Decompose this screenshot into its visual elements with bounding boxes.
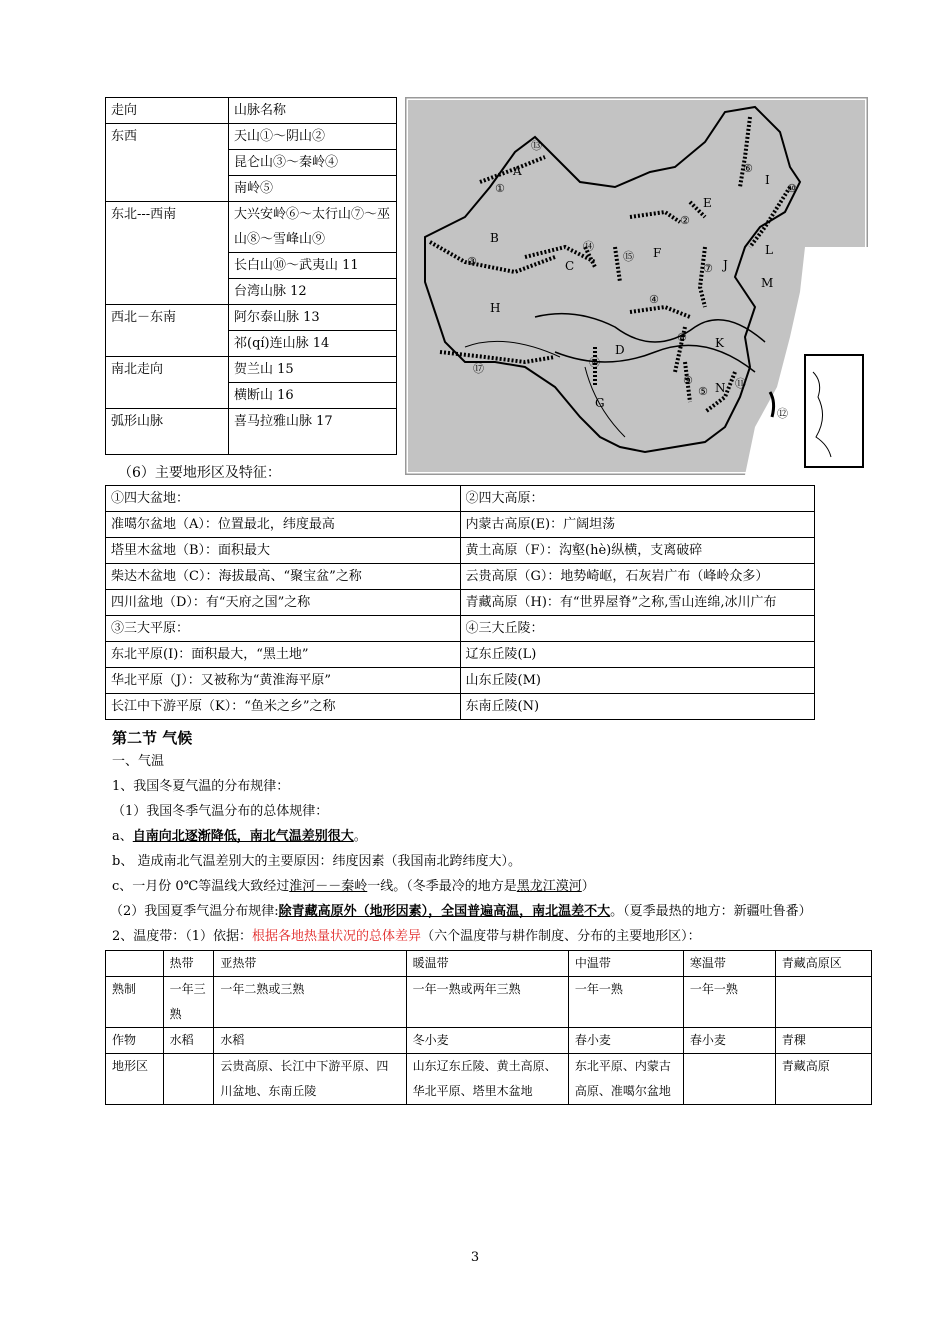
temp-cell: 春小麦 — [683, 1028, 775, 1054]
temp-header-cell: 中温带 — [568, 951, 683, 977]
map-number-8: ⑧ — [677, 331, 687, 344]
mountain-cell: 长白山⑩～武夷山 11 — [229, 253, 397, 279]
temp-cell: 一年一熟或两年三熟 — [406, 977, 568, 1028]
landform-row — [106, 512, 815, 538]
text-part: （2）我国夏季气温分布规律: — [110, 904, 279, 919]
landform-cell: 四川盆地（D）：有“天府之国”之称 — [106, 590, 461, 616]
temp-row — [106, 1028, 872, 1054]
mountain-cell: 祁(qí)连山脉 14 — [229, 331, 397, 357]
temperature-belt-line — [112, 927, 701, 947]
temp-cell: 一年一熟 — [683, 977, 775, 1028]
map-label-M: M — [761, 276, 774, 290]
landform-row — [106, 694, 815, 720]
landform-cell: 东北平原(I)：面积最大，“黑土地” — [106, 642, 461, 668]
landform-cell: 辽东丘陵(L) — [460, 642, 815, 668]
temp-cell — [775, 977, 871, 1028]
landform-row — [106, 538, 815, 564]
landform-row — [106, 486, 815, 512]
landform-cell: 柴达木盆地（C）：海拔最高、“聚宝盆”之称 — [106, 564, 461, 590]
temp-cell: 水稻 — [214, 1028, 406, 1054]
temp-cell: 青稞 — [775, 1028, 871, 1054]
landform-cell: ③三大平原： — [106, 616, 461, 642]
temp-header-cell: 热带 — [163, 951, 214, 977]
mountain-cell: 南岭⑤ — [229, 176, 397, 202]
landform-cell: 山东丘陵(M) — [460, 668, 815, 694]
mountain-cell: 横断山 16 — [229, 383, 397, 409]
landform-cell: ①四大盆地： — [106, 486, 461, 512]
china-mountain-map — [405, 97, 868, 475]
map-number-12: ⑫ — [777, 407, 788, 420]
map-label-J: J — [723, 258, 728, 272]
map-number-10: ⑩ — [787, 182, 797, 195]
map-label-E: E — [703, 196, 712, 210]
landform-cell: 华北平原（J）：又被称为“黄淮海平原” — [106, 668, 461, 694]
direction-cell: 东北---西南 — [106, 202, 229, 305]
text-line: 一、气温 — [112, 754, 165, 769]
map-number-6: ⑥ — [743, 162, 753, 175]
temp-cell: 一年二熟或三熟 — [214, 977, 406, 1028]
text-part: 一线。（冬季最冷的地方是 — [367, 879, 517, 894]
temperature-belt-table — [105, 950, 872, 1105]
map-label-I: I — [765, 173, 770, 187]
text-underlined: 淮河－－秦岭 — [289, 879, 368, 894]
section-6-title: （6）主要地形区及特征： — [118, 465, 281, 481]
temp-header-cell — [106, 951, 164, 977]
map-label-G: G — [595, 396, 605, 410]
mountain-range-table — [105, 97, 397, 455]
map-number-11: ⑪ — [735, 377, 746, 390]
text-emphasis: 除青藏高原外（地形因素），全国普遍高温，南北温差不大 — [278, 904, 611, 919]
text-line: 1、我国冬夏气温的分布规律： — [112, 779, 290, 794]
landform-row — [106, 564, 815, 590]
landform-cell: 准噶尔盆地（A）：位置最北，纬度最高 — [106, 512, 461, 538]
text-emphasis: 自南向北逐渐降低，南北气温差别很大 — [132, 829, 354, 844]
map-number-15: ⑮ — [623, 250, 634, 263]
summer-rule-line — [110, 902, 812, 922]
temp-row — [106, 977, 872, 1028]
map-label-H: H — [490, 301, 501, 315]
text-part: ） — [581, 879, 595, 894]
text-line: （1）我国冬季气温分布的总体规律： — [112, 804, 329, 819]
map-label-F: F — [653, 246, 662, 260]
temp-cell: 春小麦 — [568, 1028, 683, 1054]
landform-cell: 黄土高原（F）：沟壑(hè)纵横，支离破碎 — [460, 538, 815, 564]
landform-row — [106, 616, 815, 642]
direction-cell: 东西 — [106, 124, 229, 202]
text-red: 根据各地热量状况的总体差异 — [252, 929, 422, 944]
winter-rule-line — [112, 827, 367, 847]
map-number-3: ③ — [467, 255, 477, 268]
mountain-cell: 大兴安岭⑥～太行山⑦～巫山⑧～雪峰山⑨ — [229, 202, 397, 253]
map-number-4: ④ — [649, 293, 659, 306]
map-label-C: C — [565, 259, 575, 273]
map-number-5: ⑤ — [698, 385, 708, 398]
temp-header-cell: 亚热带 — [214, 951, 406, 977]
temp-header-cell: 青藏高原区 — [775, 951, 871, 977]
text-part: c、一月份 0℃等温线大致经过 — [112, 879, 290, 894]
text-line: b、 造成南北气温差别大的主要原因：纬度因素（我国南北跨纬度大）。 — [112, 854, 521, 869]
section-2-title: 第二节 气候 — [112, 729, 193, 747]
text-part: 。（夏季最热的地方：新疆吐鲁番） — [610, 904, 812, 919]
landform-table — [105, 485, 815, 720]
text-underlined: 黑龙江漠河 — [516, 879, 582, 894]
map-number-16: ⑯ — [589, 356, 600, 369]
mountain-cell: 昆仑山③～秦岭④ — [229, 150, 397, 176]
landform-cell: 东南丘陵(N) — [460, 694, 815, 720]
temp-cell: 冬小麦 — [406, 1028, 568, 1054]
landform-cell: 长江中下游平原（K）：“鱼米之乡”之称 — [106, 694, 461, 720]
landform-row — [106, 668, 815, 694]
landform-cell: ④三大丘陵： — [460, 616, 815, 642]
temp-row — [106, 1054, 872, 1105]
mountain-cell: 台湾山脉 12 — [229, 279, 397, 305]
temp-cell: 地形区 — [106, 1054, 164, 1105]
header-direction: 走向 — [106, 98, 229, 124]
mountain-cell: 阿尔泰山脉 13 — [229, 305, 397, 331]
map-number-14: ⑭ — [583, 240, 594, 253]
page-number: 3 — [470, 1250, 480, 1265]
temp-cell: 东北平原、内蒙古高原、准噶尔盆地 — [568, 1054, 683, 1105]
temp-cell: 一年三熟 — [163, 977, 214, 1028]
map-label-N: N — [715, 381, 726, 395]
temp-cell — [683, 1054, 775, 1105]
map-label-B: B — [490, 231, 499, 245]
temp-cell: 一年一熟 — [568, 977, 683, 1028]
temp-cell — [163, 1054, 214, 1105]
mountain-cell: 天山①～阴山② — [229, 124, 397, 150]
mountain-cell: 喜马拉雅山脉 17 — [229, 409, 397, 455]
landform-cell: 云贵高原（G）：地势崎岖，石灰岩广布（峰岭众多） — [460, 564, 815, 590]
map-label-A: A — [513, 164, 522, 178]
map-label-D: D — [615, 343, 625, 357]
text-part: 。 — [353, 829, 367, 844]
landform-cell: 内蒙古高原(E)：广阔坦荡 — [460, 512, 815, 538]
landform-cell: 青藏高原（H)：有“世界屋脊”之称,雪山连绵,冰川广布 — [460, 590, 815, 616]
text-part: （六个温度带与耕作制度、分布的主要地形区）： — [421, 929, 701, 944]
map-number-17: ⑰ — [473, 362, 484, 375]
map-number-1: ① — [495, 182, 505, 195]
temp-cell: 水稻 — [163, 1028, 214, 1054]
map-label-L: L — [765, 243, 773, 257]
temp-cell: 青藏高原 — [775, 1054, 871, 1105]
temp-cell: 作物 — [106, 1028, 164, 1054]
temp-header-cell: 暖温带 — [406, 951, 568, 977]
header-mountain-name: 山脉名称 — [229, 98, 397, 124]
text-part: 2、温度带：（1）依据： — [112, 929, 253, 944]
isotherm-line — [112, 877, 595, 897]
direction-cell: 弧形山脉 — [106, 409, 229, 455]
direction-cell: 西北－东南 — [106, 305, 229, 357]
map-number-7: ⑦ — [703, 262, 713, 275]
temp-header-cell: 寒温带 — [683, 951, 775, 977]
temp-cell: 云贵高原、长江中下游平原、四川盆地、东南丘陵 — [214, 1054, 406, 1105]
map-number-2: ② — [680, 214, 690, 227]
text-part: a、 — [112, 829, 133, 844]
landform-cell: ②四大高原： — [460, 486, 815, 512]
temp-cell: 熟制 — [106, 977, 164, 1028]
map-number-13: ⑬ — [531, 139, 542, 152]
direction-cell: 南北走向 — [106, 357, 229, 409]
temp-header-row — [106, 951, 872, 977]
temp-cell: 山东辽东丘陵、黄土高原、华北平原、塔里木盆地 — [406, 1054, 568, 1105]
map-label-K: K — [715, 336, 724, 350]
landform-row — [106, 590, 815, 616]
landform-cell: 塔里木盆地（B）：面积最大 — [106, 538, 461, 564]
mountain-cell: 贺兰山 15 — [229, 357, 397, 383]
landform-row — [106, 642, 815, 668]
map-number-9: ⑨ — [683, 374, 693, 387]
